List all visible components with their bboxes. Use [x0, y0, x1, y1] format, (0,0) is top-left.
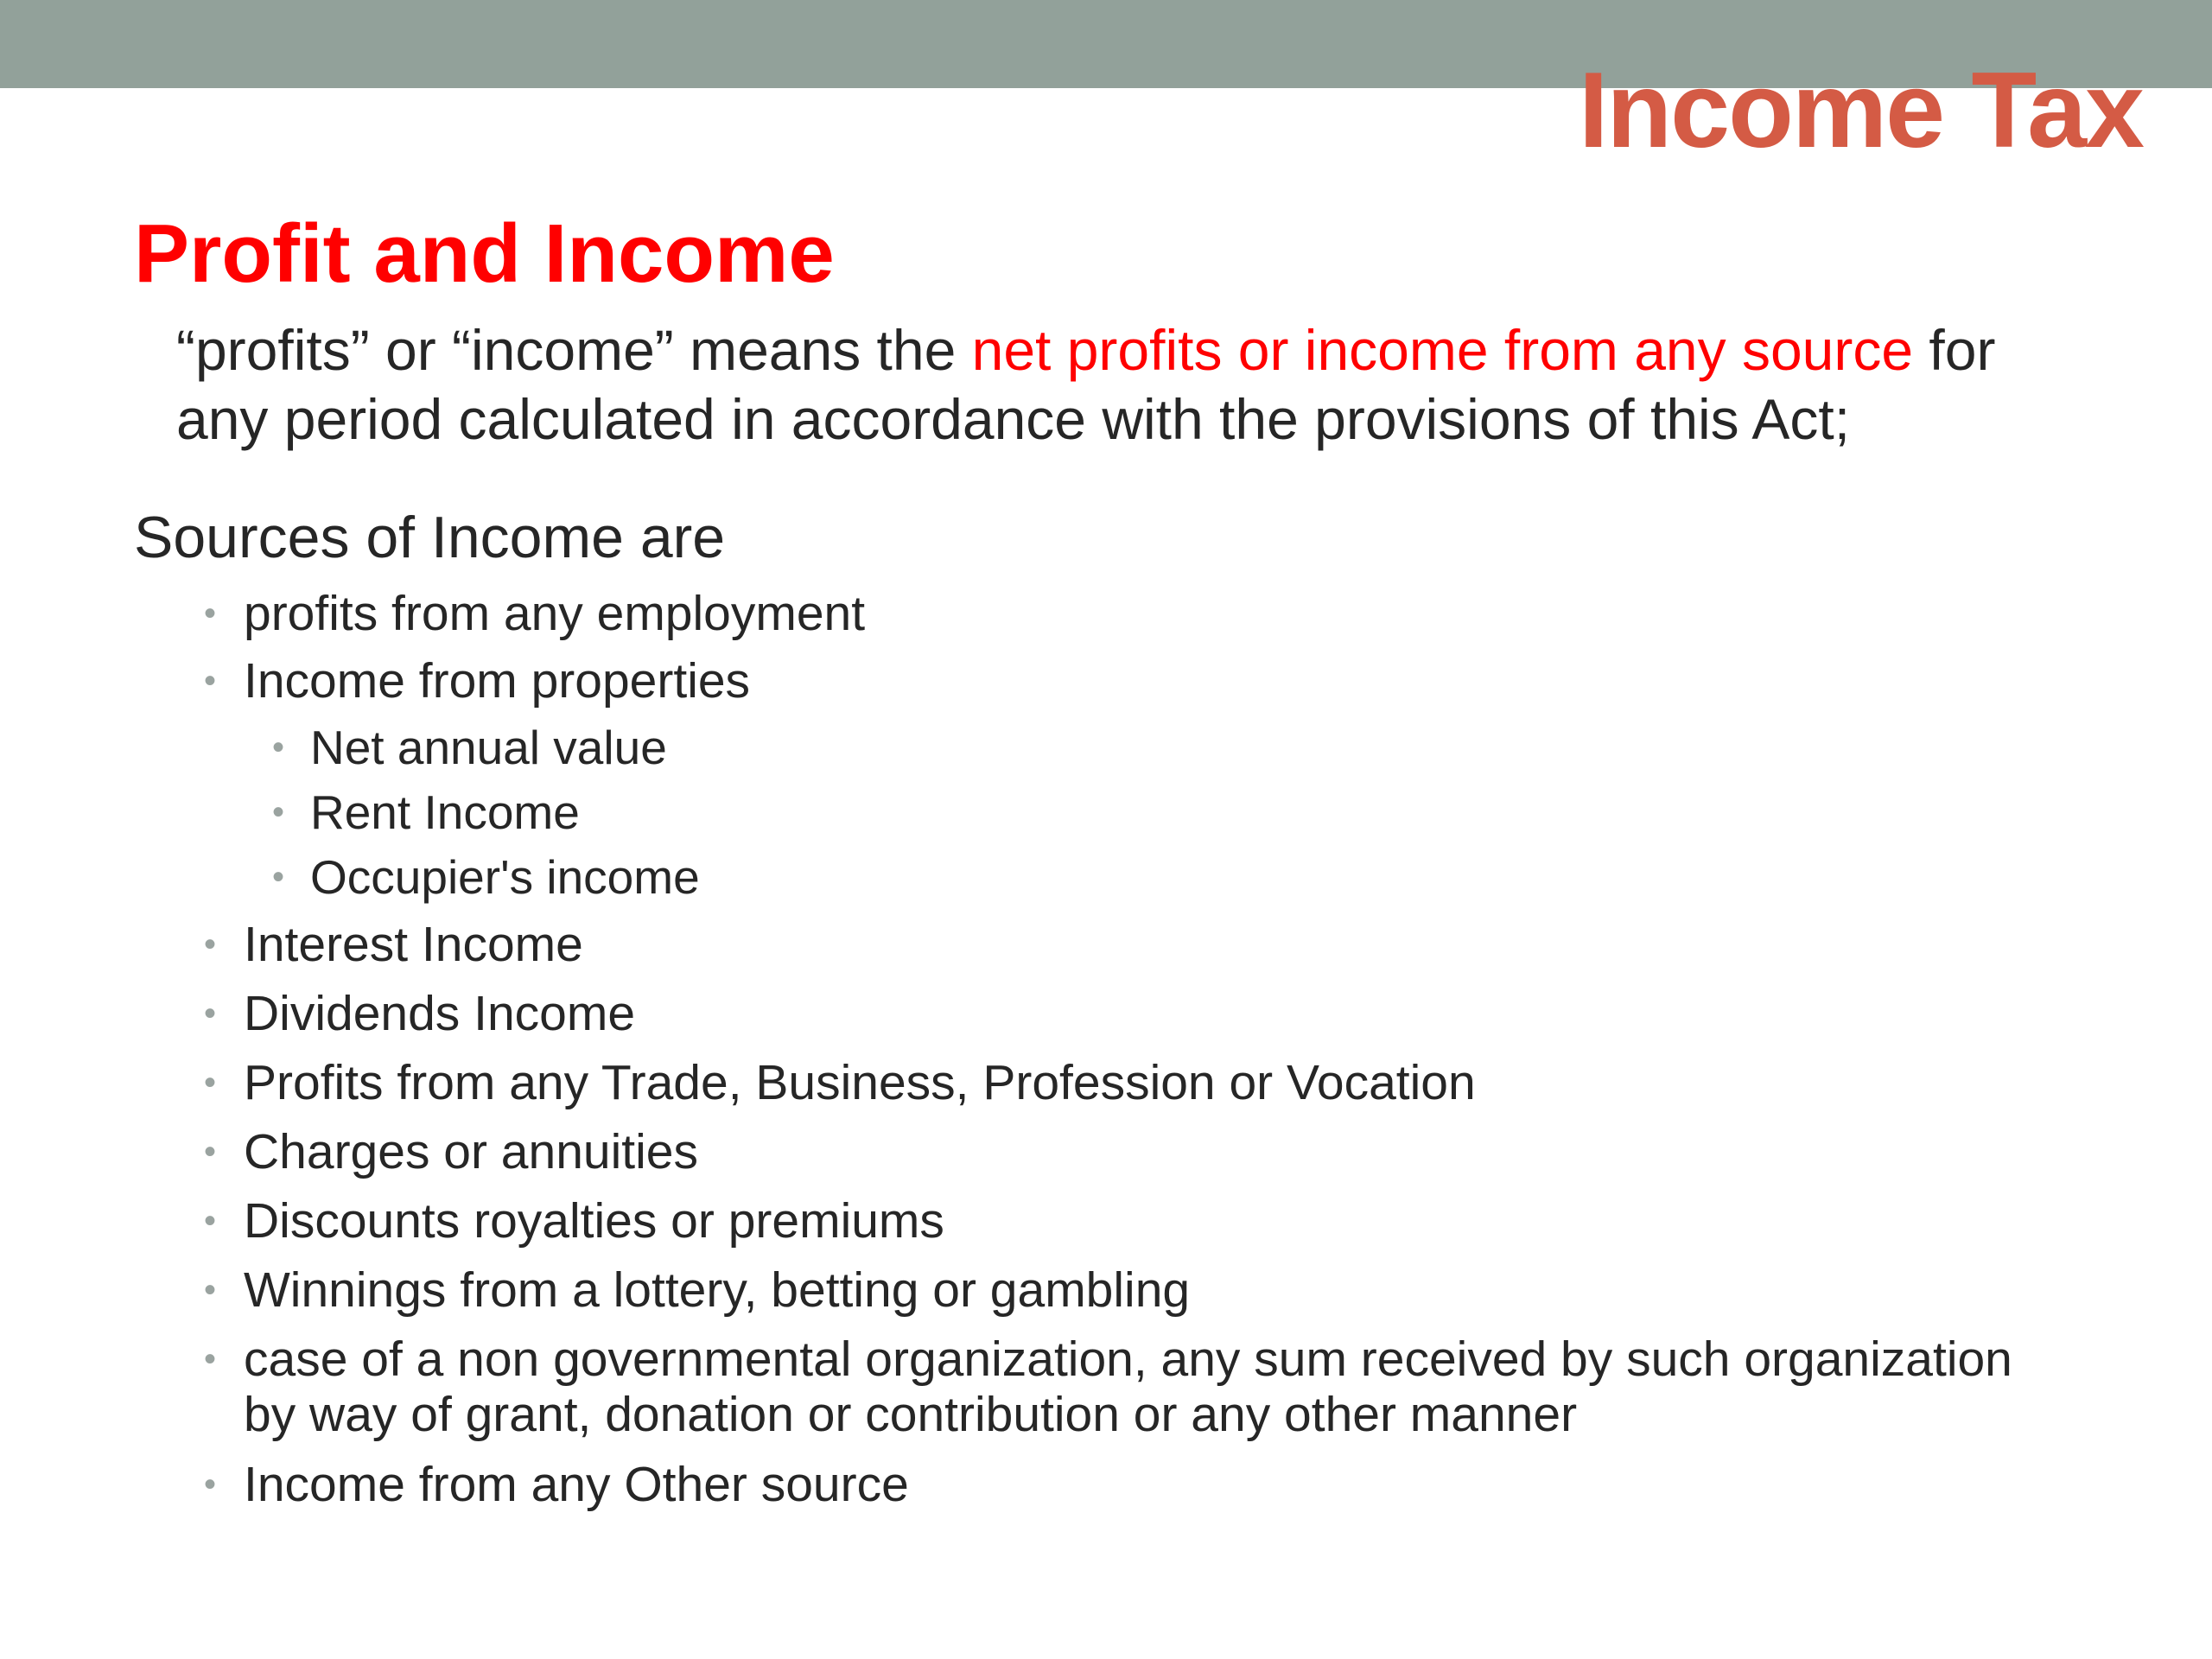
list-item: [204, 1193, 944, 1249]
sources-heading: Sources of Income are: [134, 505, 726, 570]
bullet-icon: •: [204, 1133, 217, 1171]
sub-list-item: [272, 785, 580, 840]
list-item-label: Winnings from a lottery, betting or gambling: [244, 1262, 1191, 1318]
bullet-icon: •: [272, 728, 285, 766]
list-item-label: Profits from any Trade, Business, Profession or Vocation: [244, 1055, 1476, 1110]
list-item-label: Dividends Income: [244, 986, 636, 1041]
list-item-label: profits from any employment: [244, 586, 866, 641]
list-item: [204, 1055, 1476, 1110]
list-item: [204, 1124, 698, 1179]
bullet-icon: •: [204, 1202, 217, 1240]
list-item: [204, 1332, 2012, 1442]
definition-line-2: any period calculated in accordance with the provisions of this Act;: [176, 387, 1851, 451]
bullet-icon: •: [204, 1064, 217, 1102]
bullet-icon: •: [204, 594, 217, 632]
list-item: [204, 1457, 909, 1512]
list-item-label: case of a non governmental organization, any sum received by such organization: [244, 1332, 2012, 1387]
list-item-label: Net annual value: [310, 721, 667, 774]
definition-line-1: [176, 315, 2164, 385]
definition-text-after: for: [1913, 318, 1996, 382]
list-item-label-continued: by way of grant, donation or contribution or any other manner: [244, 1387, 1578, 1442]
bullet-icon: •: [204, 995, 217, 1033]
list-item-label: Charges or annuities: [244, 1124, 698, 1179]
list-item-label: Rent Income: [310, 785, 580, 839]
sub-list-item: [272, 720, 667, 775]
definition-paragraph: [176, 315, 2164, 454]
list-item: [204, 917, 583, 972]
list-item: [204, 1262, 1191, 1318]
slide-title: Income Tax: [1578, 51, 2143, 170]
list-item-label: Income from properties: [244, 653, 751, 709]
bullet-icon: •: [204, 1340, 217, 1378]
bullet-icon: •: [204, 662, 217, 700]
section-heading: Profit and Income: [134, 207, 835, 300]
list-item-label: Discounts royalties or premiums: [244, 1193, 944, 1249]
sub-list-item: [272, 849, 700, 905]
list-item-label: Occupier's income: [310, 850, 700, 904]
list-item-label: Interest Income: [244, 917, 583, 972]
bullet-icon: •: [204, 1465, 217, 1503]
list-item-label: Income from any Other source: [244, 1457, 909, 1512]
bullet-icon: •: [272, 793, 285, 831]
definition-highlight: net profits or income from any source: [971, 318, 1914, 382]
list-item: [204, 586, 866, 641]
bullet-icon: •: [204, 925, 217, 963]
list-item: [204, 986, 636, 1041]
definition-text-before: “profits” or “income” means the: [176, 318, 972, 382]
bullet-icon: •: [204, 1271, 217, 1309]
list-item: [204, 653, 751, 709]
bullet-icon: •: [272, 858, 285, 896]
